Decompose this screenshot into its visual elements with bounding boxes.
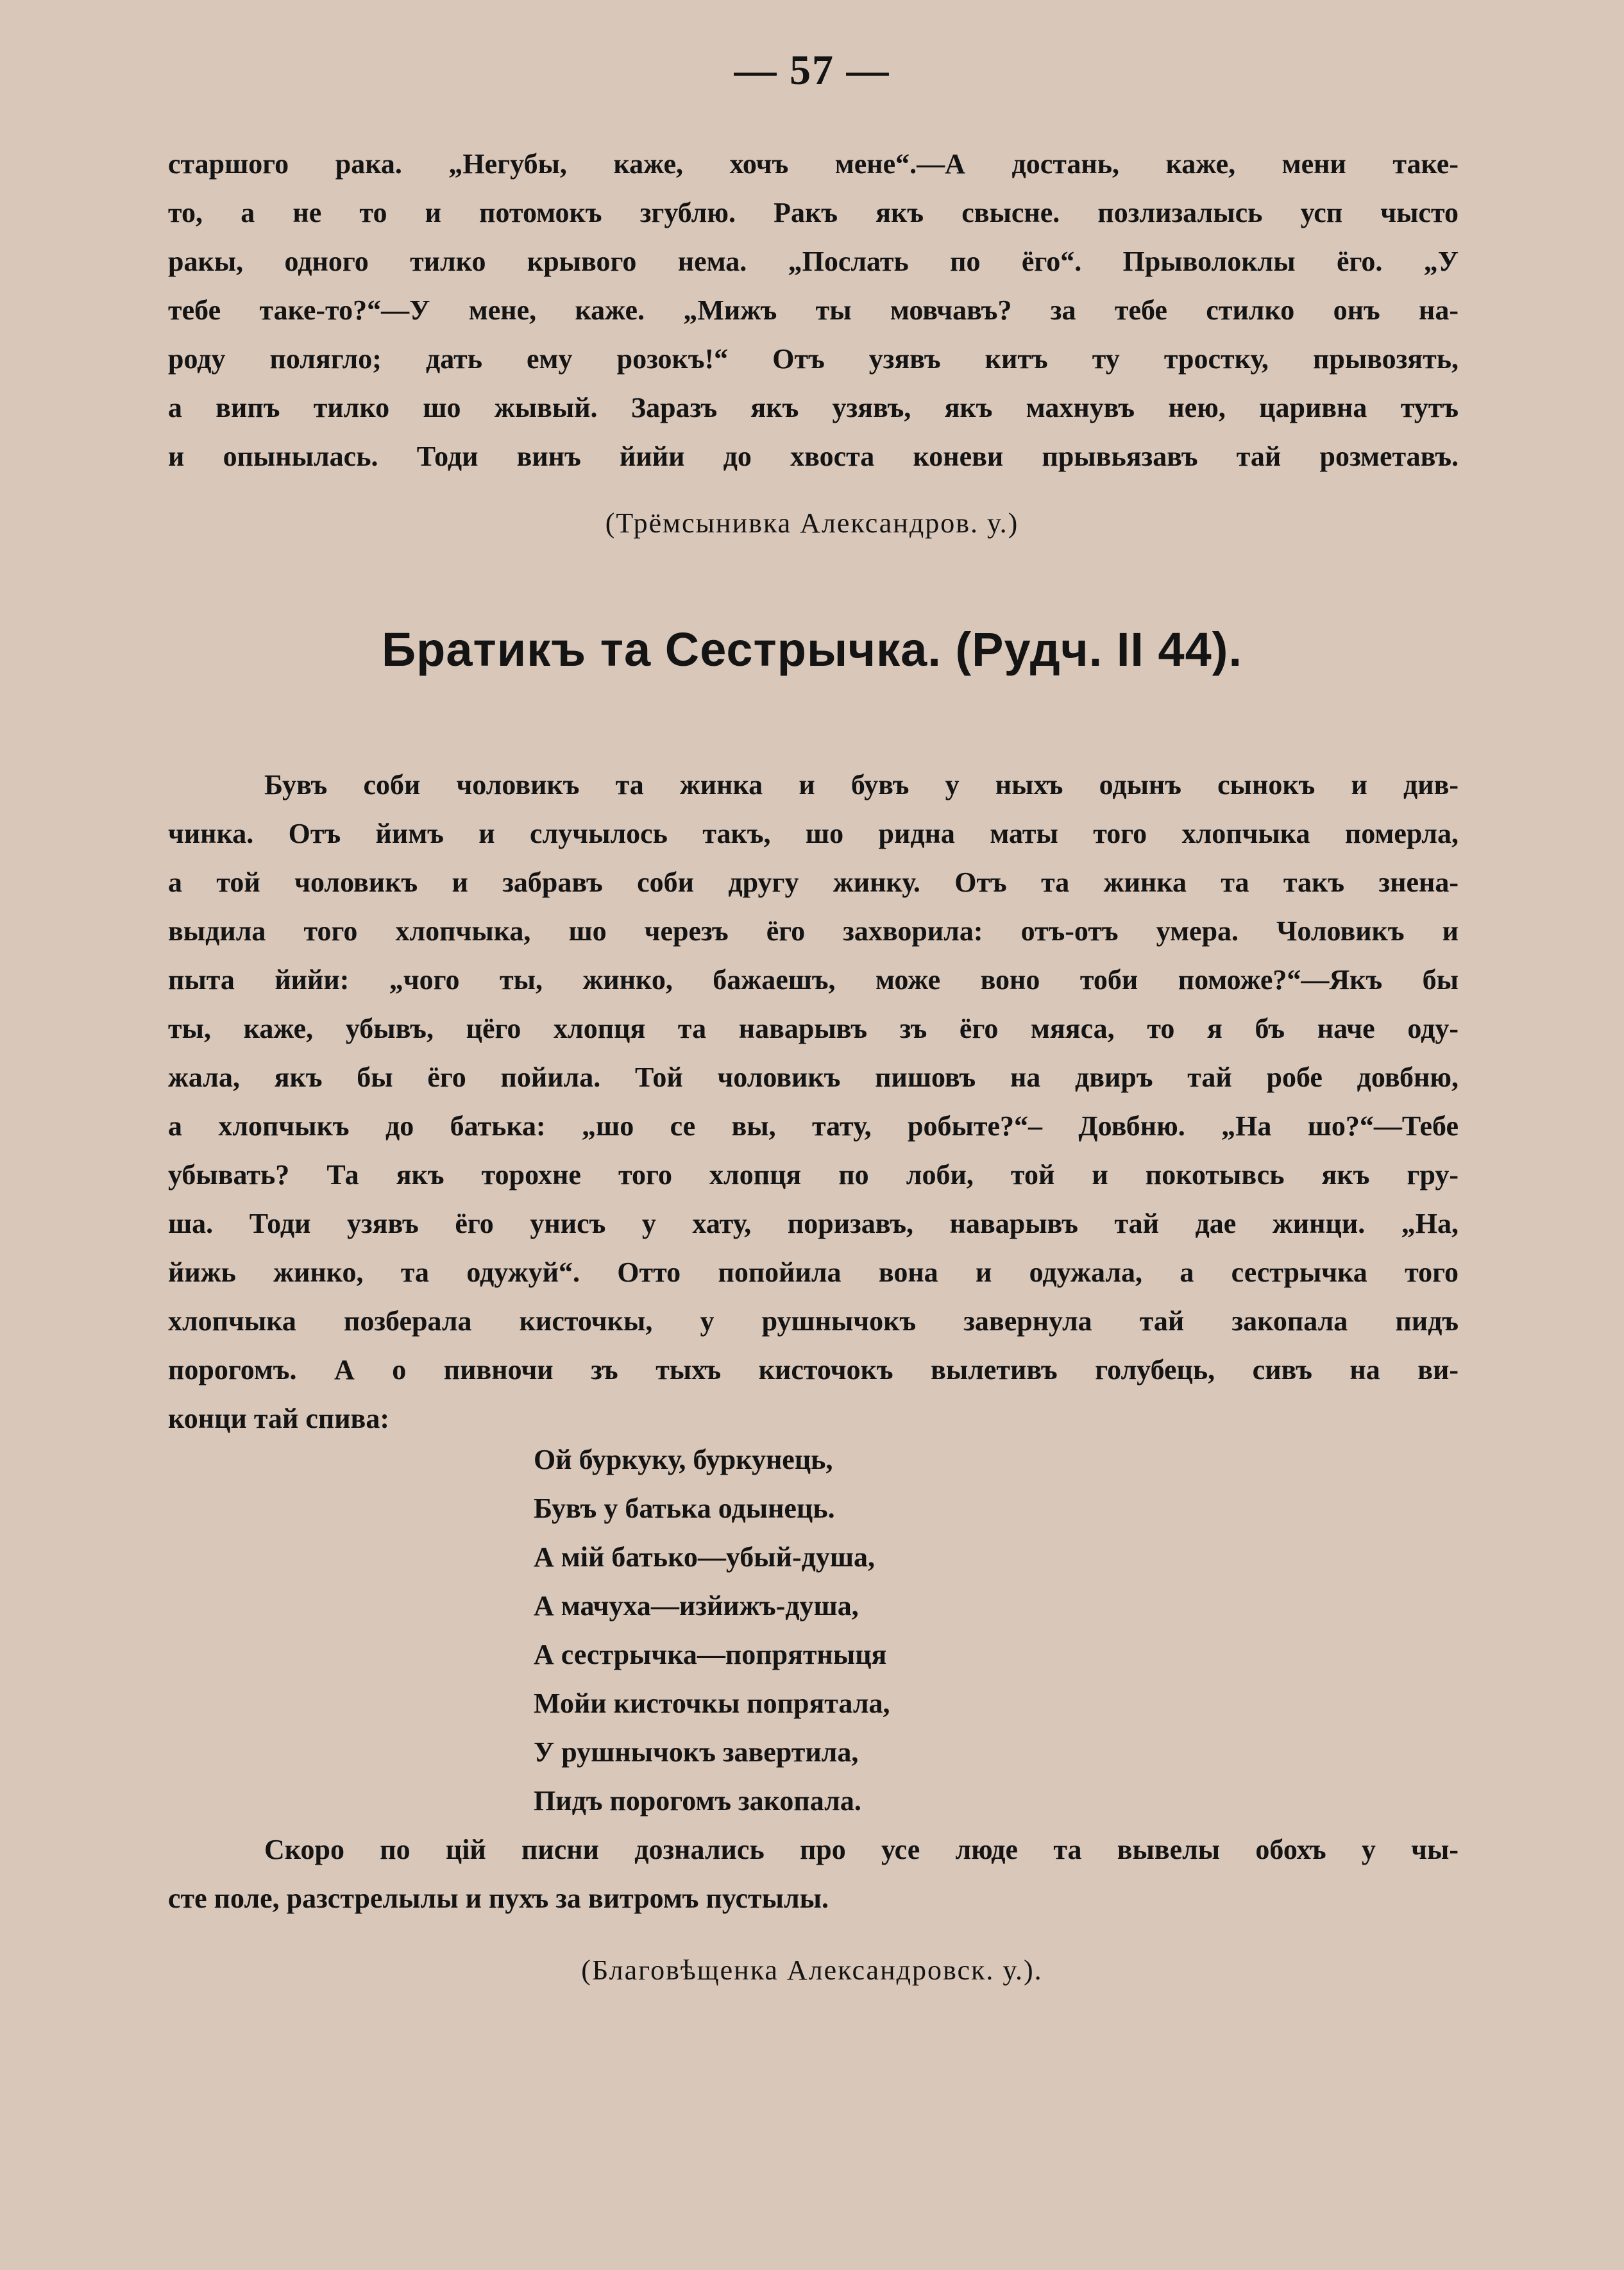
- verse-line: А сестрычка—попрятныця: [534, 1639, 887, 1670]
- verse: [534, 1436, 1239, 1825]
- text-line: то, а не то и потомокъ згублю. Ракъ якъ свысне. позлизалысь усп чысто: [168, 197, 1459, 228]
- verse-line: Пидъ порогомъ закопала.: [534, 1785, 861, 1817]
- text-line: а випъ тилко шо жывый. Заразъ якъ узявъ, якъ махнувъ нею, царивна тутъ: [168, 392, 1459, 423]
- verse-line: Мойи кисточкы попрятала,: [534, 1688, 890, 1719]
- text-line: Бувъ соби чоловикъ та жинка и бувъ у ныхъ одынъ сынокъ и див-: [264, 769, 1459, 800]
- verse-line: У рушнычокъ завертила,: [534, 1736, 859, 1768]
- closing-paragraph: [168, 1825, 1459, 1923]
- story-title: Братикъ та Сестрычка. (Рудч. II 44).: [381, 623, 1243, 676]
- page-number: — 57 —: [734, 47, 890, 94]
- text-line: а хлопчыкъ до батька: „шо се вы, тату, робыте?“– Довбню. „На шо?“—Тебе: [168, 1110, 1459, 1142]
- verse-line: Бувъ у батька одынець.: [534, 1493, 835, 1524]
- text-line: и опынылась. Тоди винъ йийи до хвоста коневи прывьязавъ тай розметавъ.: [168, 441, 1459, 472]
- verse-line: Ой буркуку, буркунець,: [534, 1444, 833, 1475]
- text-line: сте поле, разстрелылы и пухъ за витромъ пустылы.: [168, 1883, 829, 1914]
- text-line: Скоро по цій писни дознались про усе люде та вывелы обохъ у чы-: [264, 1834, 1459, 1865]
- main-paragraph: [168, 761, 1459, 1443]
- text-line: конци тай спива:: [168, 1403, 389, 1434]
- text-line: порогомъ. А о пивночи зъ тыхъ кисточокъ вылетивъ голубець, сивъ на ви-: [168, 1354, 1459, 1385]
- text-line: йижь жинко, та одужуй“. Отто попойила вона и одужала, а сестрычка того: [168, 1257, 1459, 1288]
- text-line: роду полягло; дать ему розокъ!“ Отъ узявъ китъ ту тростку, прывозять,: [168, 343, 1459, 375]
- text-line: выдила того хлопчыка, шо черезъ ёго захворила: отъ-отъ умера. Чоловикъ и: [168, 915, 1459, 947]
- text-line: хлопчыка позберала кисточкы, у рушнычокъ завернула тай закопала пидъ: [168, 1305, 1459, 1337]
- text-line: а той чоловикъ и забравъ соби другу жинку. Отъ та жинка та такъ зненa-: [168, 867, 1459, 898]
- source-note: (Благовѣщенка Александровск. у.).: [581, 1954, 1043, 1986]
- source-note: (Трёмсынивка Александров. у.): [605, 507, 1019, 539]
- verse-line: А мачуха—изйижъ-душа,: [534, 1590, 859, 1622]
- text-line: жала, якъ бы ёго пойила. Той чоловикъ пишовъ на двиръ тай робе довбню,: [168, 1062, 1459, 1093]
- text-line: ракы, одного тилко крывого нема. „Послать по ёго“. Прыволоклы ёго. „У: [168, 246, 1459, 277]
- text-line: старшого рака. „Негубы, каже, хочъ мене“.—А достань, каже, мени таке-: [168, 148, 1459, 180]
- text-line: убывать? Та якъ торохне того хлопця по лоби, той и покотывсь якъ гру-: [168, 1159, 1459, 1190]
- verse-line: А мій батько—убый-душа,: [534, 1541, 875, 1573]
- text-line: ты, каже, убывъ, цёго хлопця та наварывъ зъ ёго мяяса, то я бъ наче оду-: [168, 1013, 1459, 1044]
- top-paragraph: [168, 140, 1459, 481]
- text-line: тебе таке-то?“—У мене, каже. „Мижъ ты мовчавъ? за тебе стилко онъ на-: [168, 294, 1459, 326]
- text-line: пыта йийи: „чого ты, жинко, бажаешъ, може воно тоби поможе?“—Якъ бы: [168, 964, 1459, 995]
- text-line: чинка. Отъ йимъ и случылось такъ, шо ридна маты того хлопчыка померла,: [168, 818, 1459, 849]
- text-line: ша. Тоди узявъ ёго унисъ у хату, поризавъ, наварывъ тай дае жинци. „На,: [168, 1208, 1459, 1239]
